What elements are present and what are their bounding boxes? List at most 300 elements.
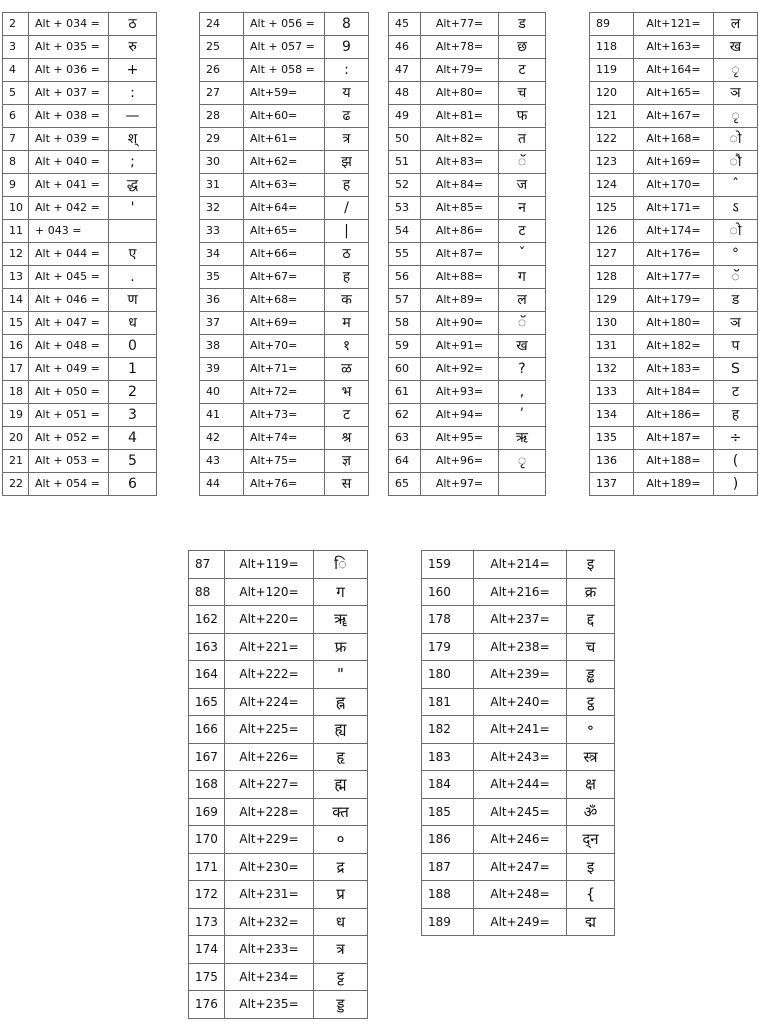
glyph-cell: ट्ठ [567, 688, 615, 716]
glyph-cell: भ [325, 381, 369, 404]
table-row [200, 473, 369, 496]
table-row [189, 661, 368, 689]
table-row [389, 450, 546, 473]
glyph-cell [109, 220, 157, 243]
table-row [422, 853, 615, 881]
glyph-cell [499, 473, 546, 496]
table-row [590, 105, 758, 128]
row-number: 174 [189, 936, 225, 964]
glyph-cell: ळ [325, 358, 369, 381]
table-row [200, 82, 369, 105]
table-row [389, 128, 546, 151]
row-number: 42 [200, 427, 244, 450]
row-number: 169 [189, 798, 225, 826]
glyph-cell: ॰ [567, 716, 615, 744]
glyph-cell: ह [325, 266, 369, 289]
glyph-cell: ह्म [314, 771, 368, 799]
row-number: 65 [389, 473, 421, 496]
glyph-cell: ृ [714, 59, 758, 82]
alt-code: Alt+222= [225, 661, 314, 689]
glyph-cell: ० [314, 826, 368, 854]
row-number: 136 [590, 450, 634, 473]
glyph-cell: ढ [325, 105, 369, 128]
table-row [422, 881, 615, 909]
row-number: 52 [389, 174, 421, 197]
alt-code: Alt+243= [474, 743, 567, 771]
table-row [590, 151, 758, 174]
row-number: 16 [3, 335, 29, 358]
table-row [200, 128, 369, 151]
glyph-cell: ए [109, 243, 157, 266]
table-row [389, 197, 546, 220]
row-number: 13 [3, 266, 29, 289]
table-row [3, 312, 157, 335]
table-row [3, 197, 157, 220]
table-row [3, 13, 157, 36]
alt-code: Alt+230= [225, 853, 314, 881]
alt-code: Alt + 047 = [29, 312, 109, 335]
alt-code: Alt + 046 = [29, 289, 109, 312]
alt-code: Alt+245= [474, 798, 567, 826]
table-row [200, 59, 369, 82]
alt-code: Alt+248= [474, 881, 567, 909]
row-number: 49 [389, 105, 421, 128]
row-number: 48 [389, 82, 421, 105]
alt-code: Alt+165= [634, 82, 714, 105]
glyph-cell: ध [314, 908, 368, 936]
row-number: 178 [422, 606, 474, 634]
row-number: 121 [590, 105, 634, 128]
table-row [3, 151, 157, 174]
table-row [3, 381, 157, 404]
glyph-cell: ख [499, 335, 546, 358]
row-number: 22 [3, 473, 29, 496]
glyph-cell: ख [714, 36, 758, 59]
glyph-cell: ट [714, 381, 758, 404]
alt-code: Alt + 036 = [29, 59, 109, 82]
glyph-cell: 0 [109, 335, 157, 358]
glyph-cell: ठ [325, 243, 369, 266]
table-row [3, 36, 157, 59]
glyph-cell: ज्ञ [325, 450, 369, 473]
row-number: 59 [389, 335, 421, 358]
glyph-cell: ज [499, 174, 546, 197]
alt-code: Alt+224= [225, 688, 314, 716]
glyph-cell: इ [567, 853, 615, 881]
row-number: 39 [200, 358, 244, 381]
glyph-cell: प [714, 335, 758, 358]
glyph-cell: ॅ [499, 312, 546, 335]
alt-code: Alt+119= [225, 551, 314, 579]
glyph-cell: , [499, 381, 546, 404]
glyph-cell: क [325, 289, 369, 312]
table-row [389, 358, 546, 381]
glyph-cell: / [325, 197, 369, 220]
row-number: 50 [389, 128, 421, 151]
glyph-cell: त्र [314, 936, 368, 964]
glyph-cell: 6 [109, 473, 157, 496]
glyph-cell: ह [325, 174, 369, 197]
table-row [200, 358, 369, 381]
alt-code: Alt+63= [244, 174, 325, 197]
alt-code-table-6 [421, 550, 615, 936]
row-number: 12 [3, 243, 29, 266]
glyph-cell: 2 [109, 381, 157, 404]
glyph-cell: ट [499, 59, 546, 82]
table-row [590, 197, 758, 220]
alt-code: Alt+167= [634, 105, 714, 128]
glyph-cell: ड्ड [314, 991, 368, 1019]
alt-code: Alt+81= [421, 105, 499, 128]
glyph-cell: फ [499, 105, 546, 128]
alt-code: Alt+121= [634, 13, 714, 36]
row-number: 35 [200, 266, 244, 289]
glyph-cell: ऽ [714, 197, 758, 220]
table-row [590, 450, 758, 473]
row-number: 60 [389, 358, 421, 381]
table-row [389, 427, 546, 450]
row-number: 118 [590, 36, 634, 59]
glyph-cell: : [325, 59, 369, 82]
alt-code: Alt+249= [474, 908, 567, 936]
table-row [200, 335, 369, 358]
alt-code: Alt+189= [634, 473, 714, 496]
table-row [422, 633, 615, 661]
table-row [189, 551, 368, 579]
glyph-cell: ट [325, 404, 369, 427]
row-number: 55 [389, 243, 421, 266]
table-row [3, 450, 157, 473]
alt-code: Alt+60= [244, 105, 325, 128]
row-number: 58 [389, 312, 421, 335]
row-number: 19 [3, 404, 29, 427]
table-row [189, 826, 368, 854]
row-number: 37 [200, 312, 244, 335]
glyph-cell: ऋ [499, 427, 546, 450]
glyph-cell: ल [499, 289, 546, 312]
row-number: 173 [189, 908, 225, 936]
alt-code: Alt + 042 = [29, 197, 109, 220]
glyph-cell: ि [314, 551, 368, 579]
row-number: 132 [590, 358, 634, 381]
alt-code: Alt+77= [421, 13, 499, 36]
table-row [590, 128, 758, 151]
table-row [422, 826, 615, 854]
table-row [590, 220, 758, 243]
row-number: 167 [189, 743, 225, 771]
row-number: 54 [389, 220, 421, 243]
row-number: 44 [200, 473, 244, 496]
alt-code: Alt+169= [634, 151, 714, 174]
alt-code: Alt+78= [421, 36, 499, 59]
row-number: 128 [590, 266, 634, 289]
row-number: 137 [590, 473, 634, 496]
alt-code: Alt + 037 = [29, 82, 109, 105]
alt-code: Alt+83= [421, 151, 499, 174]
row-number: 27 [200, 82, 244, 105]
table-row [422, 798, 615, 826]
table-row [389, 473, 546, 496]
alt-code: Alt+69= [244, 312, 325, 335]
table-row [3, 427, 157, 450]
alt-code: Alt+234= [225, 963, 314, 991]
row-number: 38 [200, 335, 244, 358]
table-row [590, 82, 758, 105]
row-number: 119 [590, 59, 634, 82]
glyph-cell: 1 [109, 358, 157, 381]
glyph-cell: S [714, 358, 758, 381]
glyph-cell: ग [314, 578, 368, 606]
glyph-cell: ? [499, 358, 546, 381]
glyph-cell: श्र [325, 427, 369, 450]
row-number: 63 [389, 427, 421, 450]
glyph-cell: ृ [714, 105, 758, 128]
alt-code: Alt+186= [634, 404, 714, 427]
table-row [389, 105, 546, 128]
row-number: 126 [590, 220, 634, 243]
alt-code: Alt+65= [244, 220, 325, 243]
alt-code: Alt+187= [634, 427, 714, 450]
alt-code: Alt + 054 = [29, 473, 109, 496]
alt-code: Alt+75= [244, 450, 325, 473]
table-row [200, 450, 369, 473]
table-row [189, 991, 368, 1019]
alt-code: Alt+231= [225, 881, 314, 909]
row-number: 131 [590, 335, 634, 358]
row-number: 28 [200, 105, 244, 128]
row-number: 130 [590, 312, 634, 335]
row-number: 8 [3, 151, 29, 174]
alt-code: Alt+79= [421, 59, 499, 82]
table-row [3, 473, 157, 496]
table-row [590, 473, 758, 496]
row-number: 33 [200, 220, 244, 243]
row-number: 180 [422, 661, 474, 689]
row-number: 25 [200, 36, 244, 59]
glyph-cell: ो [714, 128, 758, 151]
table-row [422, 661, 615, 689]
row-number: 20 [3, 427, 29, 450]
table-row [590, 335, 758, 358]
row-number: 14 [3, 289, 29, 312]
alt-code: Alt+247= [474, 853, 567, 881]
alt-code: Alt+177= [634, 266, 714, 289]
alt-code: Alt+238= [474, 633, 567, 661]
alt-code: Alt + 048 = [29, 335, 109, 358]
glyph-cell: ) [714, 473, 758, 496]
table-row [590, 358, 758, 381]
table-row [590, 404, 758, 427]
row-number: 61 [389, 381, 421, 404]
table-row [189, 908, 368, 936]
alt-code: Alt+68= [244, 289, 325, 312]
table-row [3, 289, 157, 312]
table-row [389, 381, 546, 404]
row-number: 26 [200, 59, 244, 82]
glyph-cell: च [499, 82, 546, 105]
glyph-cell: ड [499, 13, 546, 36]
table-row [189, 798, 368, 826]
alt-code: Alt + 034 = [29, 13, 109, 36]
row-number: 179 [422, 633, 474, 661]
row-number: 3 [3, 36, 29, 59]
row-number: 5 [3, 82, 29, 105]
row-number: 30 [200, 151, 244, 174]
row-number: 170 [189, 826, 225, 854]
row-number: 36 [200, 289, 244, 312]
row-number: 171 [189, 853, 225, 881]
alt-code: Alt+96= [421, 450, 499, 473]
alt-code: Alt+87= [421, 243, 499, 266]
table-row [389, 36, 546, 59]
alt-code: Alt+91= [421, 335, 499, 358]
glyph-cell: ल [714, 13, 758, 36]
row-number: 43 [200, 450, 244, 473]
glyph-cell: म [325, 312, 369, 335]
alt-code: Alt+225= [225, 716, 314, 744]
row-number: 21 [3, 450, 29, 473]
table-row [189, 688, 368, 716]
table-row [200, 105, 369, 128]
glyph-cell: ध [109, 312, 157, 335]
table-row [389, 82, 546, 105]
glyph-cell: 4 [109, 427, 157, 450]
alt-code: Alt + 050 = [29, 381, 109, 404]
glyph-cell: हृ [314, 743, 368, 771]
row-number: 160 [422, 578, 474, 606]
glyph-cell: फ्र [314, 633, 368, 661]
glyph-cell: द्न [567, 826, 615, 854]
row-number: 89 [590, 13, 634, 36]
alt-code: Alt+244= [474, 771, 567, 799]
glyph-cell: य [325, 82, 369, 105]
table-row [422, 771, 615, 799]
table-row [189, 881, 368, 909]
glyph-cell: ठ [109, 13, 157, 36]
table-row [200, 381, 369, 404]
table-row [590, 243, 758, 266]
alt-code: + 043 = [29, 220, 109, 243]
alt-code: Alt + 045 = [29, 266, 109, 289]
alt-code: Alt + 040 = [29, 151, 109, 174]
row-number: 18 [3, 381, 29, 404]
alt-code: Alt+229= [225, 826, 314, 854]
alt-code: Alt+61= [244, 128, 325, 151]
table-row [590, 289, 758, 312]
table-row [590, 381, 758, 404]
row-number: 165 [189, 688, 225, 716]
table-row [200, 36, 369, 59]
row-number: 182 [422, 716, 474, 744]
row-number: 125 [590, 197, 634, 220]
glyph-cell: | [325, 220, 369, 243]
row-number: 88 [189, 578, 225, 606]
alt-code: Alt+120= [225, 578, 314, 606]
row-number: 183 [422, 743, 474, 771]
glyph-cell: ' [109, 197, 157, 220]
table-row [3, 266, 157, 289]
row-number: 6 [3, 105, 29, 128]
row-number: 7 [3, 128, 29, 151]
row-number: 189 [422, 908, 474, 936]
alt-code: Alt+221= [225, 633, 314, 661]
row-number: 2 [3, 13, 29, 36]
alt-code-table-4 [589, 12, 758, 496]
row-number: 122 [590, 128, 634, 151]
alt-code: Alt+92= [421, 358, 499, 381]
alt-code: Alt+66= [244, 243, 325, 266]
table-row [590, 59, 758, 82]
table-row [200, 220, 369, 243]
table-row [422, 716, 615, 744]
alt-code: Alt+235= [225, 991, 314, 1019]
row-number: 17 [3, 358, 29, 381]
glyph-cell: त्र [325, 128, 369, 151]
table-row [3, 335, 157, 358]
table-row [189, 743, 368, 771]
table-row [590, 427, 758, 450]
row-number: 159 [422, 551, 474, 579]
glyph-cell: ृ [499, 450, 546, 473]
table-row [3, 358, 157, 381]
glyph-cell: ड [714, 289, 758, 312]
table-row [389, 335, 546, 358]
glyph-cell: — [109, 105, 157, 128]
table-row [189, 606, 368, 634]
alt-code: Alt + 038 = [29, 105, 109, 128]
glyph-cell: द्र [314, 853, 368, 881]
table-row [422, 551, 615, 579]
row-number: 176 [189, 991, 225, 1019]
row-number: 29 [200, 128, 244, 151]
alt-code: Alt+246= [474, 826, 567, 854]
alt-code: Alt + 035 = [29, 36, 109, 59]
alt-code-table-2 [199, 12, 369, 496]
row-number: 187 [422, 853, 474, 881]
row-number: 24 [200, 13, 244, 36]
row-number: 172 [189, 881, 225, 909]
row-number: 9 [3, 174, 29, 197]
glyph-cell: त [499, 128, 546, 151]
alt-code: Alt+184= [634, 381, 714, 404]
glyph-cell: ण [109, 289, 157, 312]
glyph-cell: ÷ [714, 427, 758, 450]
table-row [3, 243, 157, 266]
row-number: 120 [590, 82, 634, 105]
alt-code: Alt + 051 = [29, 404, 109, 427]
table-row [590, 36, 758, 59]
alt-code-table-3 [388, 12, 546, 496]
glyph-cell: ˇ [499, 243, 546, 266]
alt-code: Alt + 058 = [244, 59, 325, 82]
table-row [200, 404, 369, 427]
row-number: 185 [422, 798, 474, 826]
row-number: 53 [389, 197, 421, 220]
table-row [590, 13, 758, 36]
alt-code: Alt+76= [244, 473, 325, 496]
alt-code: Alt+62= [244, 151, 325, 174]
table-row [422, 908, 615, 936]
alt-code: Alt+86= [421, 220, 499, 243]
glyph-cell: इ [567, 551, 615, 579]
glyph-cell: ञ [714, 82, 758, 105]
alt-code: Alt+174= [634, 220, 714, 243]
alt-code: Alt+183= [634, 358, 714, 381]
alt-code: Alt+88= [421, 266, 499, 289]
glyph-cell: ह्य [314, 716, 368, 744]
row-number: 11 [3, 220, 29, 243]
table-row [3, 105, 157, 128]
